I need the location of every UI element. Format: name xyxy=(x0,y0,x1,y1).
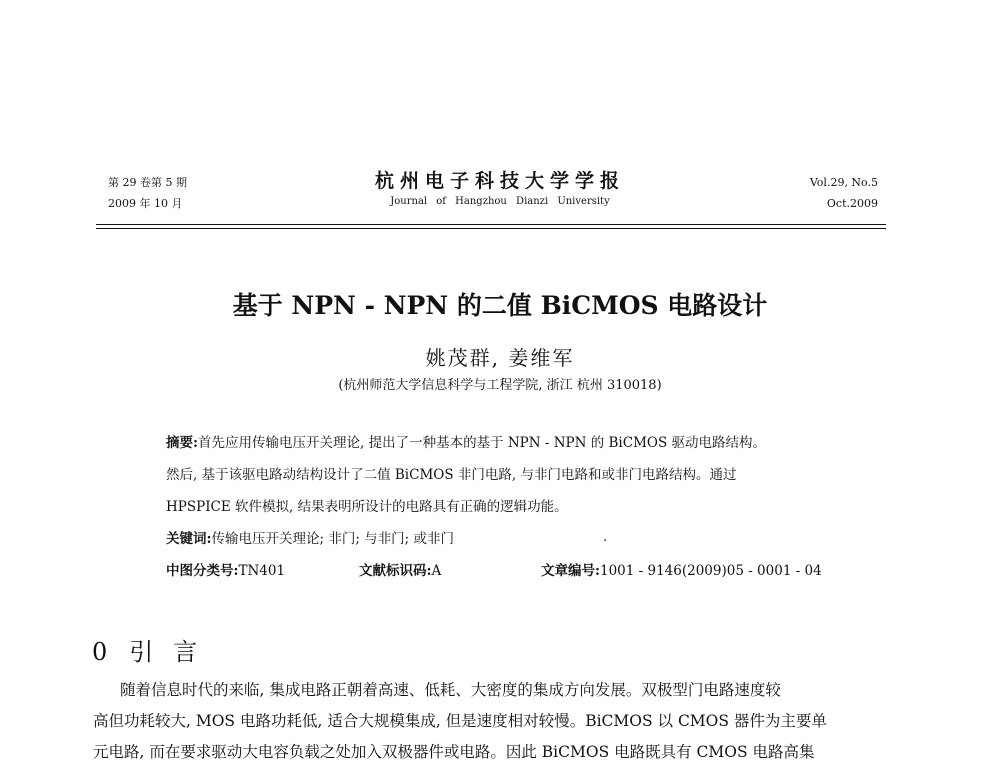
header-rule-top xyxy=(96,224,886,225)
keywords-label: 关键词: xyxy=(166,531,212,547)
paper-title: 基于 NPN - NPN 的二值 BiCMOS 电路设计 xyxy=(232,291,768,320)
body-paragraph-line: 元电路, 而在要求驱动大电容负载之处加入双极器件或电路。因此 BiCMOS 电路既具有 CMOS 电路高集 xyxy=(93,743,815,761)
abstract-line: HPSPICE 软件模拟, 结果表明所设计的电路具有正确的逻辑功能。 xyxy=(166,499,568,515)
body-paragraph-line: 高但功耗较大, MOS 电路功耗低, 适合大规模集成, 但是速度相对较慢。BiCMOS 以 CMOS 器件为主要单 xyxy=(93,712,827,730)
doc-code-value: A xyxy=(431,563,442,579)
abstract-line xyxy=(166,434,766,452)
abstract-line: 然后, 基于该驱电路动结构设计了二值 BiCMOS 非门电路, 与非门电路和或非门电路结构。通过 xyxy=(166,467,737,483)
keywords-text: 传输电压开关理论; 非门; 与非门; 或非门 xyxy=(211,531,455,547)
abstract-label: 摘要: xyxy=(166,435,198,451)
journal-name-cn: 杭州电子科技大学学报 xyxy=(374,170,625,192)
paper-affiliation: (杭州师范大学信息科学与工程学院, 浙江 杭州 310018) xyxy=(338,378,662,393)
journal-name-en: Journal of Hangzhou Dianzi University xyxy=(390,196,610,207)
abstract-text: 首先应用传输电压开关理论, 提出了一种基本的基于 NPN - NPN 的 BiCMOS 驱动电路结构。 xyxy=(197,435,766,451)
stray-mark: . xyxy=(603,530,608,545)
section-number: 0 xyxy=(92,638,110,666)
section-title: 引言 xyxy=(129,638,218,666)
clc-value: TN401 xyxy=(238,563,286,579)
doc-code-field xyxy=(359,562,441,580)
article-id-value: 1001 - 9146(2009)05 - 0001 - 04 xyxy=(599,563,822,579)
header-rule-bottom xyxy=(96,228,886,229)
paper-authors: 姚茂群, 姜维军 xyxy=(425,346,575,370)
article-id-field xyxy=(541,562,822,580)
header-date-en: Oct.2009 xyxy=(826,197,878,210)
header-volume-cn: 第 29 卷第 5 期 xyxy=(108,176,187,189)
section-heading xyxy=(92,632,217,667)
header-volume-en: Vol.29, No.5 xyxy=(809,176,878,189)
clc-label: 中图分类号: xyxy=(166,563,239,579)
doc-code-label: 文献标识码: xyxy=(359,563,432,579)
keywords-line xyxy=(166,530,454,548)
clc-field xyxy=(166,562,285,580)
body-paragraph-line: 随着信息时代的来临, 集成电路正朝着高速、低耗、大密度的集成方向发展。双极型门电路速度较 xyxy=(120,681,781,699)
article-id-label: 文章编号: xyxy=(541,563,600,579)
header-date-cn: 2009 年 10 月 xyxy=(108,197,183,210)
